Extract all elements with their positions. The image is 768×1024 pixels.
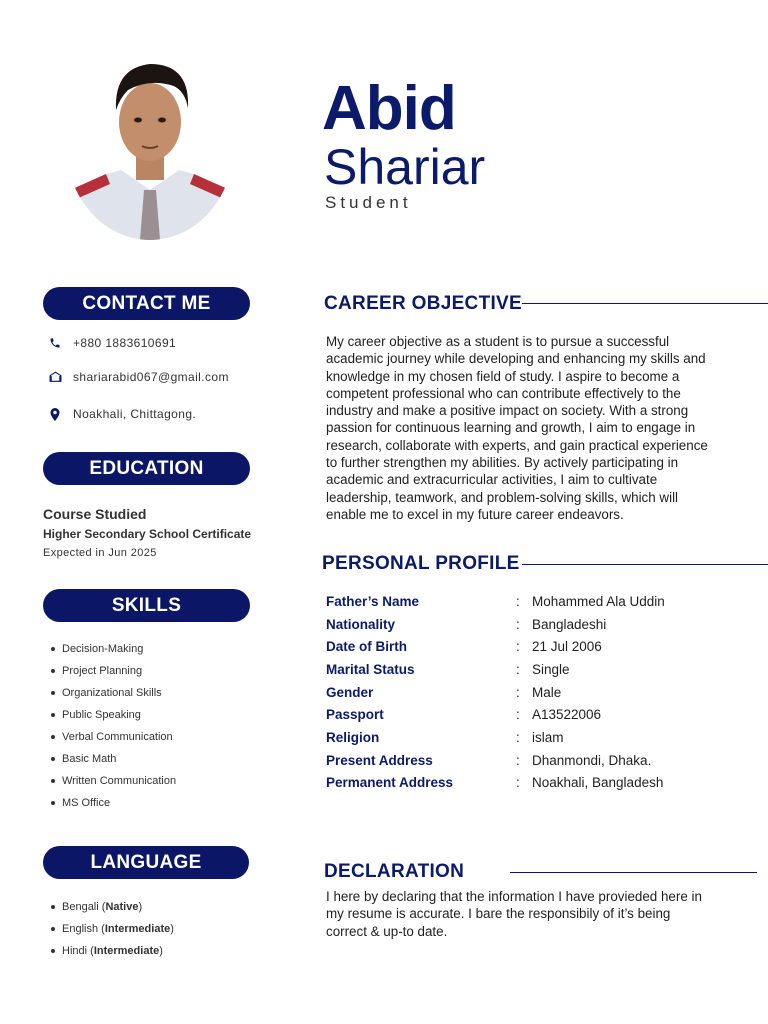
profile-photo (66, 50, 234, 240)
contact-email (48, 370, 229, 384)
skill-item: Verbal Communication (47, 726, 176, 748)
skills-heading: SKILLS (43, 589, 250, 622)
profile-row (326, 635, 665, 658)
education-title: Course Studied (43, 506, 147, 522)
education-expected: Expected in Jun 2025 (43, 547, 157, 559)
profile-separator: : (516, 593, 520, 609)
education-heading: EDUCATION (43, 452, 250, 485)
profile-divider (522, 564, 768, 565)
phone-text: +880 1883610691 (73, 336, 177, 350)
declaration-heading: DECLARATION (324, 861, 465, 882)
career-line: My career objective as a student is to pursue a successful (326, 334, 670, 349)
profile-value: 21 Jul 2006 (532, 639, 602, 655)
career-line: competent professional who can contribute effectively to the (326, 385, 681, 401)
profile-row (326, 658, 665, 681)
career-line: enable me to excel in my future career endeavors. (326, 506, 624, 522)
career-objective-text (326, 333, 726, 523)
location-text: Noakhali, Chittagong. (73, 407, 197, 421)
language-item: Hindi (Intermediate) (47, 940, 174, 962)
declaration-divider (510, 872, 757, 873)
role-title: Student (325, 193, 412, 212)
profile-value: Mohammed Ala Uddin (532, 593, 665, 609)
last-name: Shariar (324, 139, 486, 195)
career-line: leadership, teamwork, and problem-solving skills, which will (326, 489, 679, 505)
profile-separator: : (516, 729, 520, 745)
skill-item: Written Communication (47, 770, 176, 792)
career-line: academic and extracurricular activities, I aim to cultivate (326, 472, 658, 488)
first-name: Abid (322, 74, 456, 143)
profile-value: Noakhali, Bangladesh (532, 775, 664, 791)
career-line: to further strengthen my abilities. By actively participating in (326, 455, 679, 471)
map-pin-icon (48, 407, 62, 421)
profile-label: Religion (326, 729, 380, 745)
phone-icon (48, 336, 62, 350)
profile-row (326, 749, 665, 772)
skill-item: Basic Math (47, 748, 176, 770)
profile-value: Male (532, 684, 562, 700)
profile-value: islam (532, 729, 564, 745)
career-objective-heading: CAREER OBJECTIVE (324, 293, 523, 314)
education-program: Higher Secondary School Certificate (43, 527, 252, 541)
skill-item: Organizational Skills (47, 682, 176, 704)
language-level: Intermediate (93, 945, 160, 957)
declaration-line: my resume is accurate. I bare the responsibily of it’s being (326, 906, 671, 922)
profile-row (326, 772, 665, 795)
profile-separator: : (516, 752, 520, 768)
career-line: industry and make a positive impact on society. With a strong (326, 403, 689, 419)
profile-label: Father’s Name (326, 593, 420, 609)
personal-profile-table (326, 590, 665, 794)
profile-label: Nationality (326, 616, 396, 632)
profile-value: Bangladeshi (532, 616, 607, 632)
personal-profile-heading: PERSONAL PROFILE (322, 553, 520, 574)
profile-label: Permanent Address (326, 775, 454, 791)
career-line: knowledge in my chosen field of study. I aspire to become a (326, 368, 680, 384)
contact-heading: CONTACT ME (43, 287, 250, 320)
profile-separator: : (516, 775, 520, 791)
contact-location (48, 407, 196, 421)
email-text: shariarabid067@gmail.com (73, 370, 229, 384)
profile-label: Gender (326, 684, 374, 700)
profile-label: Present Address (326, 752, 433, 768)
declaration-text (326, 888, 726, 940)
profile-row (326, 681, 665, 704)
skill-item: Project Planning (47, 660, 176, 682)
contact-phone (48, 336, 176, 350)
language-name: English (62, 923, 99, 935)
profile-separator: : (516, 639, 520, 655)
career-line: academic journey while developing and enhancing my skills and (326, 351, 706, 367)
language-heading: LANGUAGE (43, 846, 249, 879)
profile-value: Dhanmondi, Dhaka. (532, 752, 652, 768)
profile-value: A13522006 (532, 707, 602, 723)
career-line: research, collaborate with experts, and gain practical experience (326, 437, 708, 453)
envelope-icon (48, 370, 62, 384)
profile-separator: : (516, 661, 520, 677)
language-level: Intermediate (104, 923, 171, 935)
profile-label: Date of Birth (326, 639, 407, 655)
skills-list (47, 638, 176, 814)
language-list (47, 896, 174, 962)
language-name: Hindi (62, 945, 88, 957)
career-divider (522, 303, 768, 304)
profile-label: Marital Status (326, 661, 415, 677)
skill-item: Public Speaking (47, 704, 176, 726)
profile-separator: : (516, 684, 520, 700)
skill-item: MS Office (47, 792, 176, 814)
language-item: English (Intermediate) (47, 918, 174, 940)
skill-item: Decision-Making (47, 638, 176, 660)
declaration-line: correct & up-to date. (326, 923, 448, 939)
profile-row (326, 703, 665, 726)
language-name: Bengali (62, 901, 99, 913)
profile-separator: : (516, 707, 520, 723)
declaration-line: I here by declaring that the information I have provieded here in (326, 889, 702, 904)
career-line: passion for continuous learning and growth, I aim to engage in (326, 420, 696, 436)
language-item: Bengali (Native) (47, 896, 174, 918)
profile-row (326, 726, 665, 749)
profile-row (326, 590, 665, 613)
profile-value: Single (532, 661, 570, 677)
profile-row (326, 613, 665, 636)
profile-label: Passport (326, 707, 384, 723)
profile-separator: : (516, 616, 520, 632)
language-level: Native (105, 901, 139, 913)
